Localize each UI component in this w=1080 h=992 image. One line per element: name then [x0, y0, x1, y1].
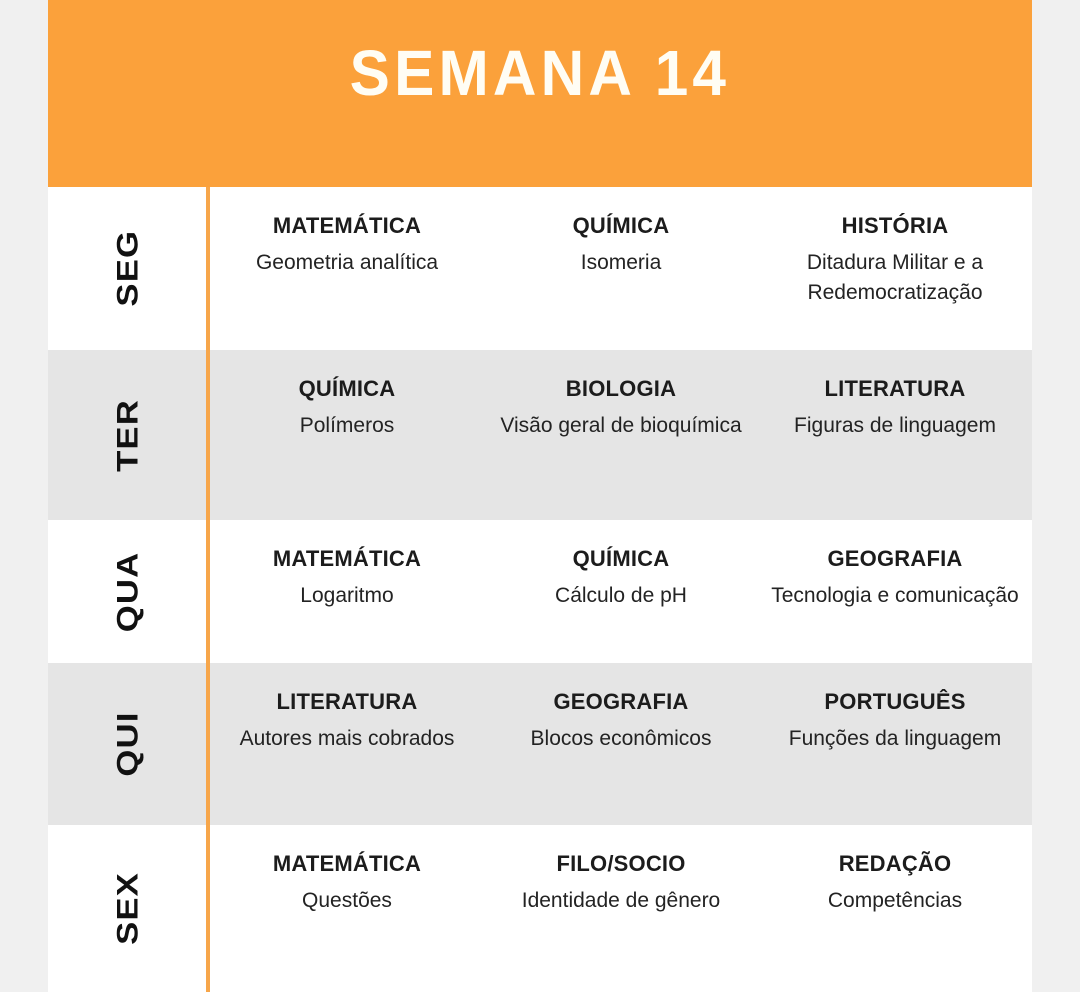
- subject-topic: Logaritmo: [300, 584, 394, 608]
- subject-name: LITERATURA: [824, 376, 966, 401]
- subject-cell: [758, 663, 1032, 825]
- subject-topic: Questões: [302, 889, 392, 913]
- day-label: SEG: [110, 230, 144, 307]
- subject-cell: [210, 663, 484, 825]
- subject-cell: [484, 825, 758, 992]
- page-title: SEMANA 14: [349, 37, 731, 109]
- subject-topic: Ditadura Militar e a Redemocratização: [806, 251, 984, 305]
- subject-topic: Polímeros: [299, 414, 395, 438]
- subject-topic: Cálculo de pH: [555, 584, 687, 608]
- subject-name: MATEMÁTICA: [272, 546, 422, 571]
- subject-name: QUÍMICA: [572, 546, 670, 571]
- subject-name: GEOGRAFIA: [553, 689, 689, 714]
- subject-topic: Figuras de linguagem: [794, 414, 996, 438]
- subject-cell: [210, 825, 484, 992]
- day-cell-qui: [48, 663, 206, 825]
- subject-name: MATEMÁTICA: [272, 851, 422, 876]
- day-label: TER: [110, 398, 144, 472]
- subject-name: REDAÇÃO: [838, 851, 952, 876]
- subject-topic: Geometria analítica: [255, 251, 439, 275]
- subject-cell: [210, 350, 484, 520]
- subject-cell: [484, 350, 758, 520]
- subject-topic: Funções da linguagem: [788, 727, 1002, 751]
- day-cell-seg: [48, 187, 206, 350]
- subject-cell: [484, 663, 758, 825]
- subject-topic: Tecnologia e comunicação: [771, 584, 1019, 608]
- subject-name: PORTUGUÊS: [824, 689, 966, 714]
- subject-cell: [210, 187, 484, 350]
- subject-cell: [758, 350, 1032, 520]
- day-cell-qua: [48, 520, 206, 663]
- day-label: QUI: [110, 711, 144, 777]
- row-subjects: [206, 187, 1032, 350]
- subject-cell: [758, 520, 1032, 663]
- row-subjects: [206, 350, 1032, 520]
- subject-topic: Autores mais cobrados: [239, 727, 455, 751]
- table-row: [48, 663, 1032, 825]
- row-subjects: [206, 663, 1032, 825]
- subject-cell: [484, 520, 758, 663]
- table-row: [48, 350, 1032, 520]
- subject-topic: Competências: [827, 889, 963, 913]
- schedule-card: [48, 0, 1032, 992]
- row-subjects: [206, 825, 1032, 992]
- subject-name: MATEMÁTICA: [272, 213, 422, 238]
- subject-name: BIOLOGIA: [565, 376, 677, 401]
- subject-cell: [758, 825, 1032, 992]
- table-row: [48, 187, 1032, 350]
- subject-topic: Identidade de gênero: [521, 889, 721, 913]
- subject-topic: Blocos econômicos: [530, 727, 712, 751]
- subject-name: QUÍMICA: [572, 213, 670, 238]
- vertical-divider: [206, 187, 210, 992]
- subject-cell: [210, 520, 484, 663]
- day-label: SEX: [110, 872, 144, 945]
- subject-name: FILO/SOCIO: [556, 851, 686, 876]
- subject-topic: Isomeria: [580, 251, 662, 275]
- subject-name: HISTÓRIA: [841, 213, 949, 238]
- subject-name: LITERATURA: [276, 689, 418, 714]
- subject-topic: Visão geral de bioquímica: [500, 414, 742, 438]
- day-cell-ter: [48, 350, 206, 520]
- subject-cell: [484, 187, 758, 350]
- schedule-table: [48, 187, 1032, 992]
- day-label: QUA: [110, 551, 144, 632]
- row-subjects: [206, 520, 1032, 663]
- subject-name: QUÍMICA: [298, 376, 396, 401]
- subject-cell: [758, 187, 1032, 350]
- week-header-banner: [48, 0, 1032, 187]
- table-row: [48, 825, 1032, 992]
- day-cell-sex: [48, 825, 206, 992]
- table-row: [48, 520, 1032, 663]
- subject-name: GEOGRAFIA: [827, 546, 963, 571]
